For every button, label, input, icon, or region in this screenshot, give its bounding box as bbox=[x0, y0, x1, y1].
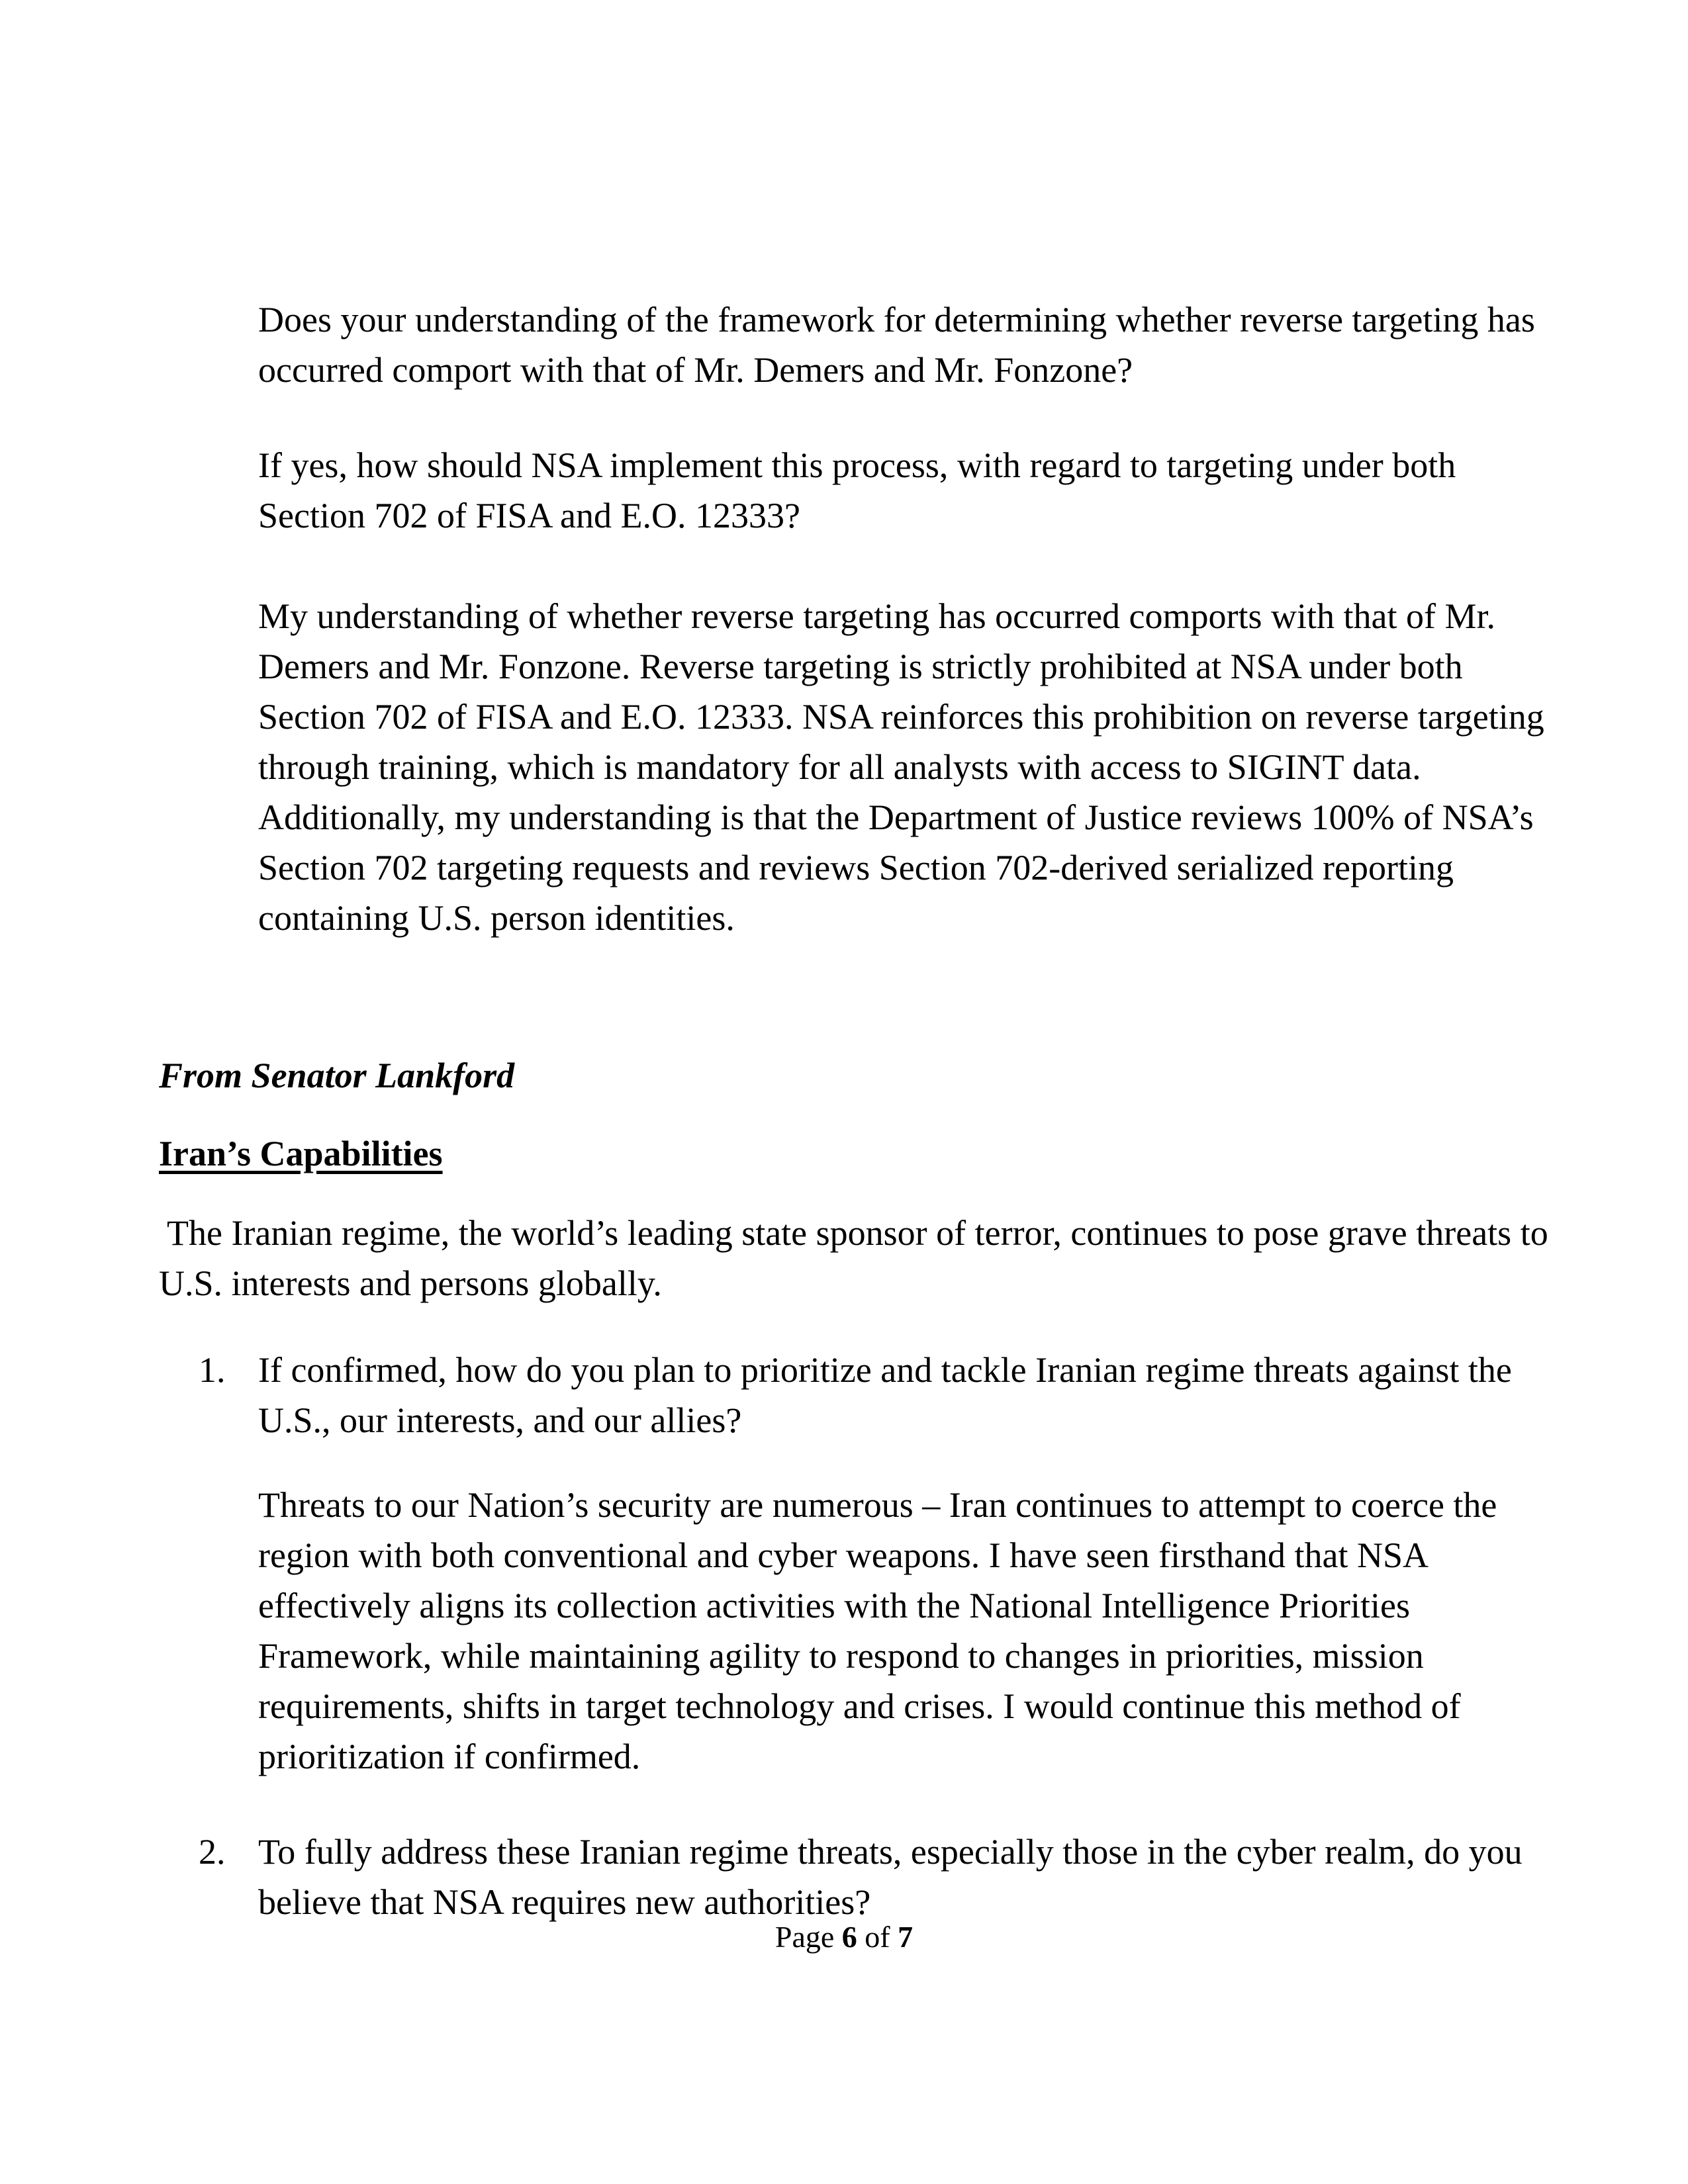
list-item-1 bbox=[159, 1345, 1556, 1451]
section-from-heading: From Senator Lankford bbox=[159, 1056, 515, 1095]
answer-paragraph: My understanding of whether reverse targeting has occurred comports with that of Mr. Demers and Mr. Fonzone. Reverse targeting is strictly prohibited at NSA under both Section 702 of FISA and E.O. 12333. NSA reinforces this prohibition on reverse targeting through training, which is mandatory for all analysts with access to SIGINT data. Additionally, my understanding is that the Department of Justice reviews 100% of NSA’s Section 702 targeting requests and reviews Section 702-derived serialized reporting containing U.S. person identities. bbox=[258, 596, 1544, 938]
page-of: of bbox=[865, 1920, 890, 1954]
page-footer bbox=[0, 1919, 1688, 1954]
question-paragraph-1: Does your understanding of the framework for determining whether reverse targeting has occurred comport with that of Mr. Demers and Mr. Fonzone? bbox=[258, 300, 1535, 390]
list-item-1-answer: Threats to our Nation’s security are numerous – Iran continues to attempt to coerce the region with both conventional and cyber weapons. I have seen firsthand that NSA effectively aligns its collection activities with the National Intelligence Priorities Framework, while maintaining agility to respond to changes in priorities, mission requirements, shifts in target technology and crises. I would continue this method of prioritization if confirmed. bbox=[258, 1485, 1497, 1776]
page-label: Page bbox=[774, 1920, 835, 1954]
list-item-question: To fully address these Iranian regime threats, especially those in the cyber realm, do you believe that NSA requires new authorities? bbox=[258, 1832, 1523, 1922]
list-item-2 bbox=[159, 1827, 1556, 1933]
list-item-question: If confirmed, how do you plan to prioritize and tackle Iranian regime threats against the U.S., our interests, and our allies? bbox=[258, 1350, 1512, 1440]
list-item-number: 2. bbox=[199, 1832, 226, 1872]
page-current: 6 bbox=[841, 1920, 857, 1954]
intro-paragraph: The Iranian regime, the world’s leading state sponsor of terror, continues to pose grave threats to U.S. interests and persons globally. bbox=[159, 1213, 1548, 1303]
page-total: 7 bbox=[898, 1920, 914, 1954]
question-paragraph-2: If yes, how should NSA implement this process, with regard to targeting under both Section 702 of FISA and E.O. 12333? bbox=[258, 445, 1456, 535]
list-item-number: 1. bbox=[199, 1350, 226, 1390]
section-heading: Iran’s Capabilities bbox=[159, 1134, 443, 1173]
